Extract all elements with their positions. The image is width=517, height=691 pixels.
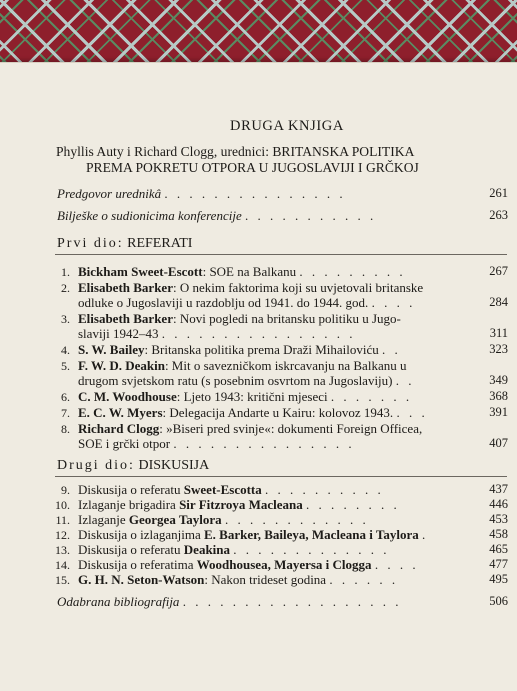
entry-author: Deakina <box>183 542 231 557</box>
entry-number: 14. <box>55 558 70 572</box>
toc-entry-notes[interactable] <box>57 208 376 224</box>
entry-number: 4. <box>61 343 70 357</box>
entry-author: Sweet-Escotta <box>183 482 262 497</box>
entry-title: : Britanska politika prema Draži Mihailoviću <box>144 342 379 357</box>
entry-author: G. H. N. Seton-Watson <box>78 572 205 587</box>
page-number: 495 <box>489 572 508 586</box>
part-label: Prvi dio: <box>57 236 124 251</box>
page-number: 261 <box>489 186 508 200</box>
editors-names: Phyllis Auty i Richard Clogg, <box>56 144 218 159</box>
leader-dots: . . . . . . <box>329 572 399 587</box>
entry-prefix: Diskusija o referatima <box>78 557 197 572</box>
page-number: 391 <box>489 405 508 419</box>
editors-title-start: urednici: BRITANSKA POLITIKA <box>220 144 415 159</box>
entry-number: 5. <box>61 359 70 373</box>
entry-prefix: Diskusija o referatu <box>78 542 184 557</box>
entry-author: Georgea Taylora <box>128 512 222 527</box>
toc-entry-5-cont <box>78 373 415 389</box>
toc-entry-2-cont <box>78 295 415 311</box>
page-number: 349 <box>489 373 508 387</box>
page-number: 323 <box>489 342 508 356</box>
leader-dots: . . . . . . . . . . . . . . . . . . <box>182 594 402 609</box>
entry-author: Woodhousea, Mayersa i Clogga <box>196 557 372 572</box>
entry-author: Elisabeth Barker <box>78 280 173 295</box>
entry-title: : Mit o savezničkom iskrcavanju na Balkanu u <box>164 358 407 373</box>
entry-title: : Ljeto 1943: kritični mjeseci <box>176 389 328 404</box>
entry-number: 6. <box>61 390 70 404</box>
page-number: 267 <box>489 264 508 278</box>
entry-prefix: Izlaganje <box>78 512 129 527</box>
entry-number: 11. <box>55 513 70 527</box>
leader-dots: . . . . <box>371 295 416 310</box>
leader-dots: . . <box>395 373 415 388</box>
page-number: 437 <box>489 482 508 496</box>
entry-title: : »Biseri pred svinje«: dokumenti Foreign Officea, <box>159 421 423 436</box>
entry-number: 7. <box>61 406 70 420</box>
page-number: 368 <box>489 389 508 403</box>
part-name: DISKUSIJA <box>138 458 210 473</box>
toc-entry-8-cont <box>78 436 355 452</box>
entry-author: E. Barker, Baileya, Macleana i Taylora <box>204 527 419 542</box>
entry-title-cont: SOE i grčki otpor <box>78 436 171 451</box>
entry-author: F. W. D. Deakin <box>78 358 165 373</box>
page-number: 284 <box>489 295 508 309</box>
page-number: 453 <box>489 512 508 526</box>
entry-prefix: Diskusija o referatu <box>78 482 184 497</box>
leader-dots: . <box>422 527 429 542</box>
leader-dots: . . . . . . . . . . . . <box>224 512 369 527</box>
editors-line-1 <box>56 144 414 160</box>
entry-number: 2. <box>61 281 70 295</box>
part-name: REFERATI <box>127 236 193 251</box>
section-title: DRUGA KNJIGA <box>230 118 344 134</box>
editors-line-2: PREMA POKRETU OTPORA U JUGOSLAVIJI I GRČKOJ <box>86 160 419 175</box>
tablecloth-background <box>0 0 517 68</box>
entry-title-cont: slaviji 1942–43 <box>78 326 159 341</box>
leader-dots: . . . . . . . . . . <box>265 482 384 497</box>
toc-entry-3-cont <box>78 326 356 342</box>
toc-entry-bibliography[interactable] <box>57 594 401 610</box>
leader-dots: . . . . . . . . . . . . . . . . <box>161 326 356 341</box>
entry-title: : Novi pogledi na britansku politiku u Jugo- <box>172 311 401 326</box>
leader-dots: . . . . . . . . <box>306 497 400 512</box>
leader-dots: . . . . . . . . . . . . . <box>233 542 390 557</box>
entry-title: Predgovor urednikâ <box>57 186 162 201</box>
entry-number: 13. <box>55 543 70 557</box>
toc-entry-preface[interactable] <box>57 186 346 202</box>
entry-title: : Nakon trideset godina <box>204 572 327 587</box>
entry-number: 9. <box>61 483 70 497</box>
leader-dots: . . . . . . . . . . . . . . . <box>164 186 346 201</box>
entry-number: 10. <box>55 498 70 512</box>
entry-title-cont: drugom svjetskom ratu (s posebnim osvrtom na Jugoslaviju) <box>78 373 393 388</box>
part-label: Drugi dio: <box>57 458 135 473</box>
entry-number: 12. <box>55 528 70 542</box>
page-number: 477 <box>489 557 508 571</box>
entry-number: 15. <box>55 573 70 587</box>
entry-number: 1. <box>61 265 70 279</box>
page-number: 407 <box>489 436 508 450</box>
leader-dots: . . . . <box>374 557 419 572</box>
entry-title: : SOE na Balkanu <box>202 264 297 279</box>
leader-dots: . . . . . . . <box>330 389 413 404</box>
entry-author: Sir Fitzroya Macleana <box>179 497 303 512</box>
entry-number: 8. <box>61 422 70 436</box>
part-heading-referati <box>57 236 192 252</box>
entry-title-cont: odluke o Jugoslaviji u razdoblju od 1941. do 1944. god. <box>78 295 369 310</box>
entry-author: E. C. W. Myers <box>78 405 163 420</box>
page-number: 465 <box>489 542 508 556</box>
entry-prefix: Diskusija o izlaganjima <box>78 527 205 542</box>
entry-number: 3. <box>61 312 70 326</box>
entry-title: : Delegacija Andarte u Kairu: kolovoz 1943. <box>162 405 394 420</box>
entry-author: Bickham Sweet-Escott <box>78 264 203 279</box>
leader-dots: . . <box>382 342 401 357</box>
leader-dots: . . . <box>396 405 428 420</box>
entry-title: Bilješke o sudionicima konferencije <box>57 208 242 223</box>
leader-dots: . . . . . . . . . . . <box>244 208 377 223</box>
page-number: 458 <box>489 527 508 541</box>
leader-dots: . . . . . . . . . <box>299 264 406 279</box>
entry-author: Richard Clogg <box>78 421 160 436</box>
entry-author: Elisabeth Barker <box>78 311 173 326</box>
page-number: 263 <box>489 208 508 222</box>
entry-title: Odabrana bibliografija <box>57 594 180 609</box>
divider-line <box>55 476 507 477</box>
entry-title: : O nekim faktorima koji su uvjetovali britanske <box>172 280 424 295</box>
page-number: 446 <box>489 497 508 511</box>
leader-dots: . . . . . . . . . . . . . . . <box>173 436 355 451</box>
page-number: 506 <box>489 594 508 608</box>
entry-author: C. M. Woodhouse <box>78 389 177 404</box>
divider-line <box>55 254 507 255</box>
entry-prefix: Izlaganje brigadira <box>78 497 180 512</box>
entry-author: S. W. Bailey <box>78 342 145 357</box>
part-heading-diskusija <box>57 458 209 474</box>
page-number: 311 <box>489 326 508 340</box>
